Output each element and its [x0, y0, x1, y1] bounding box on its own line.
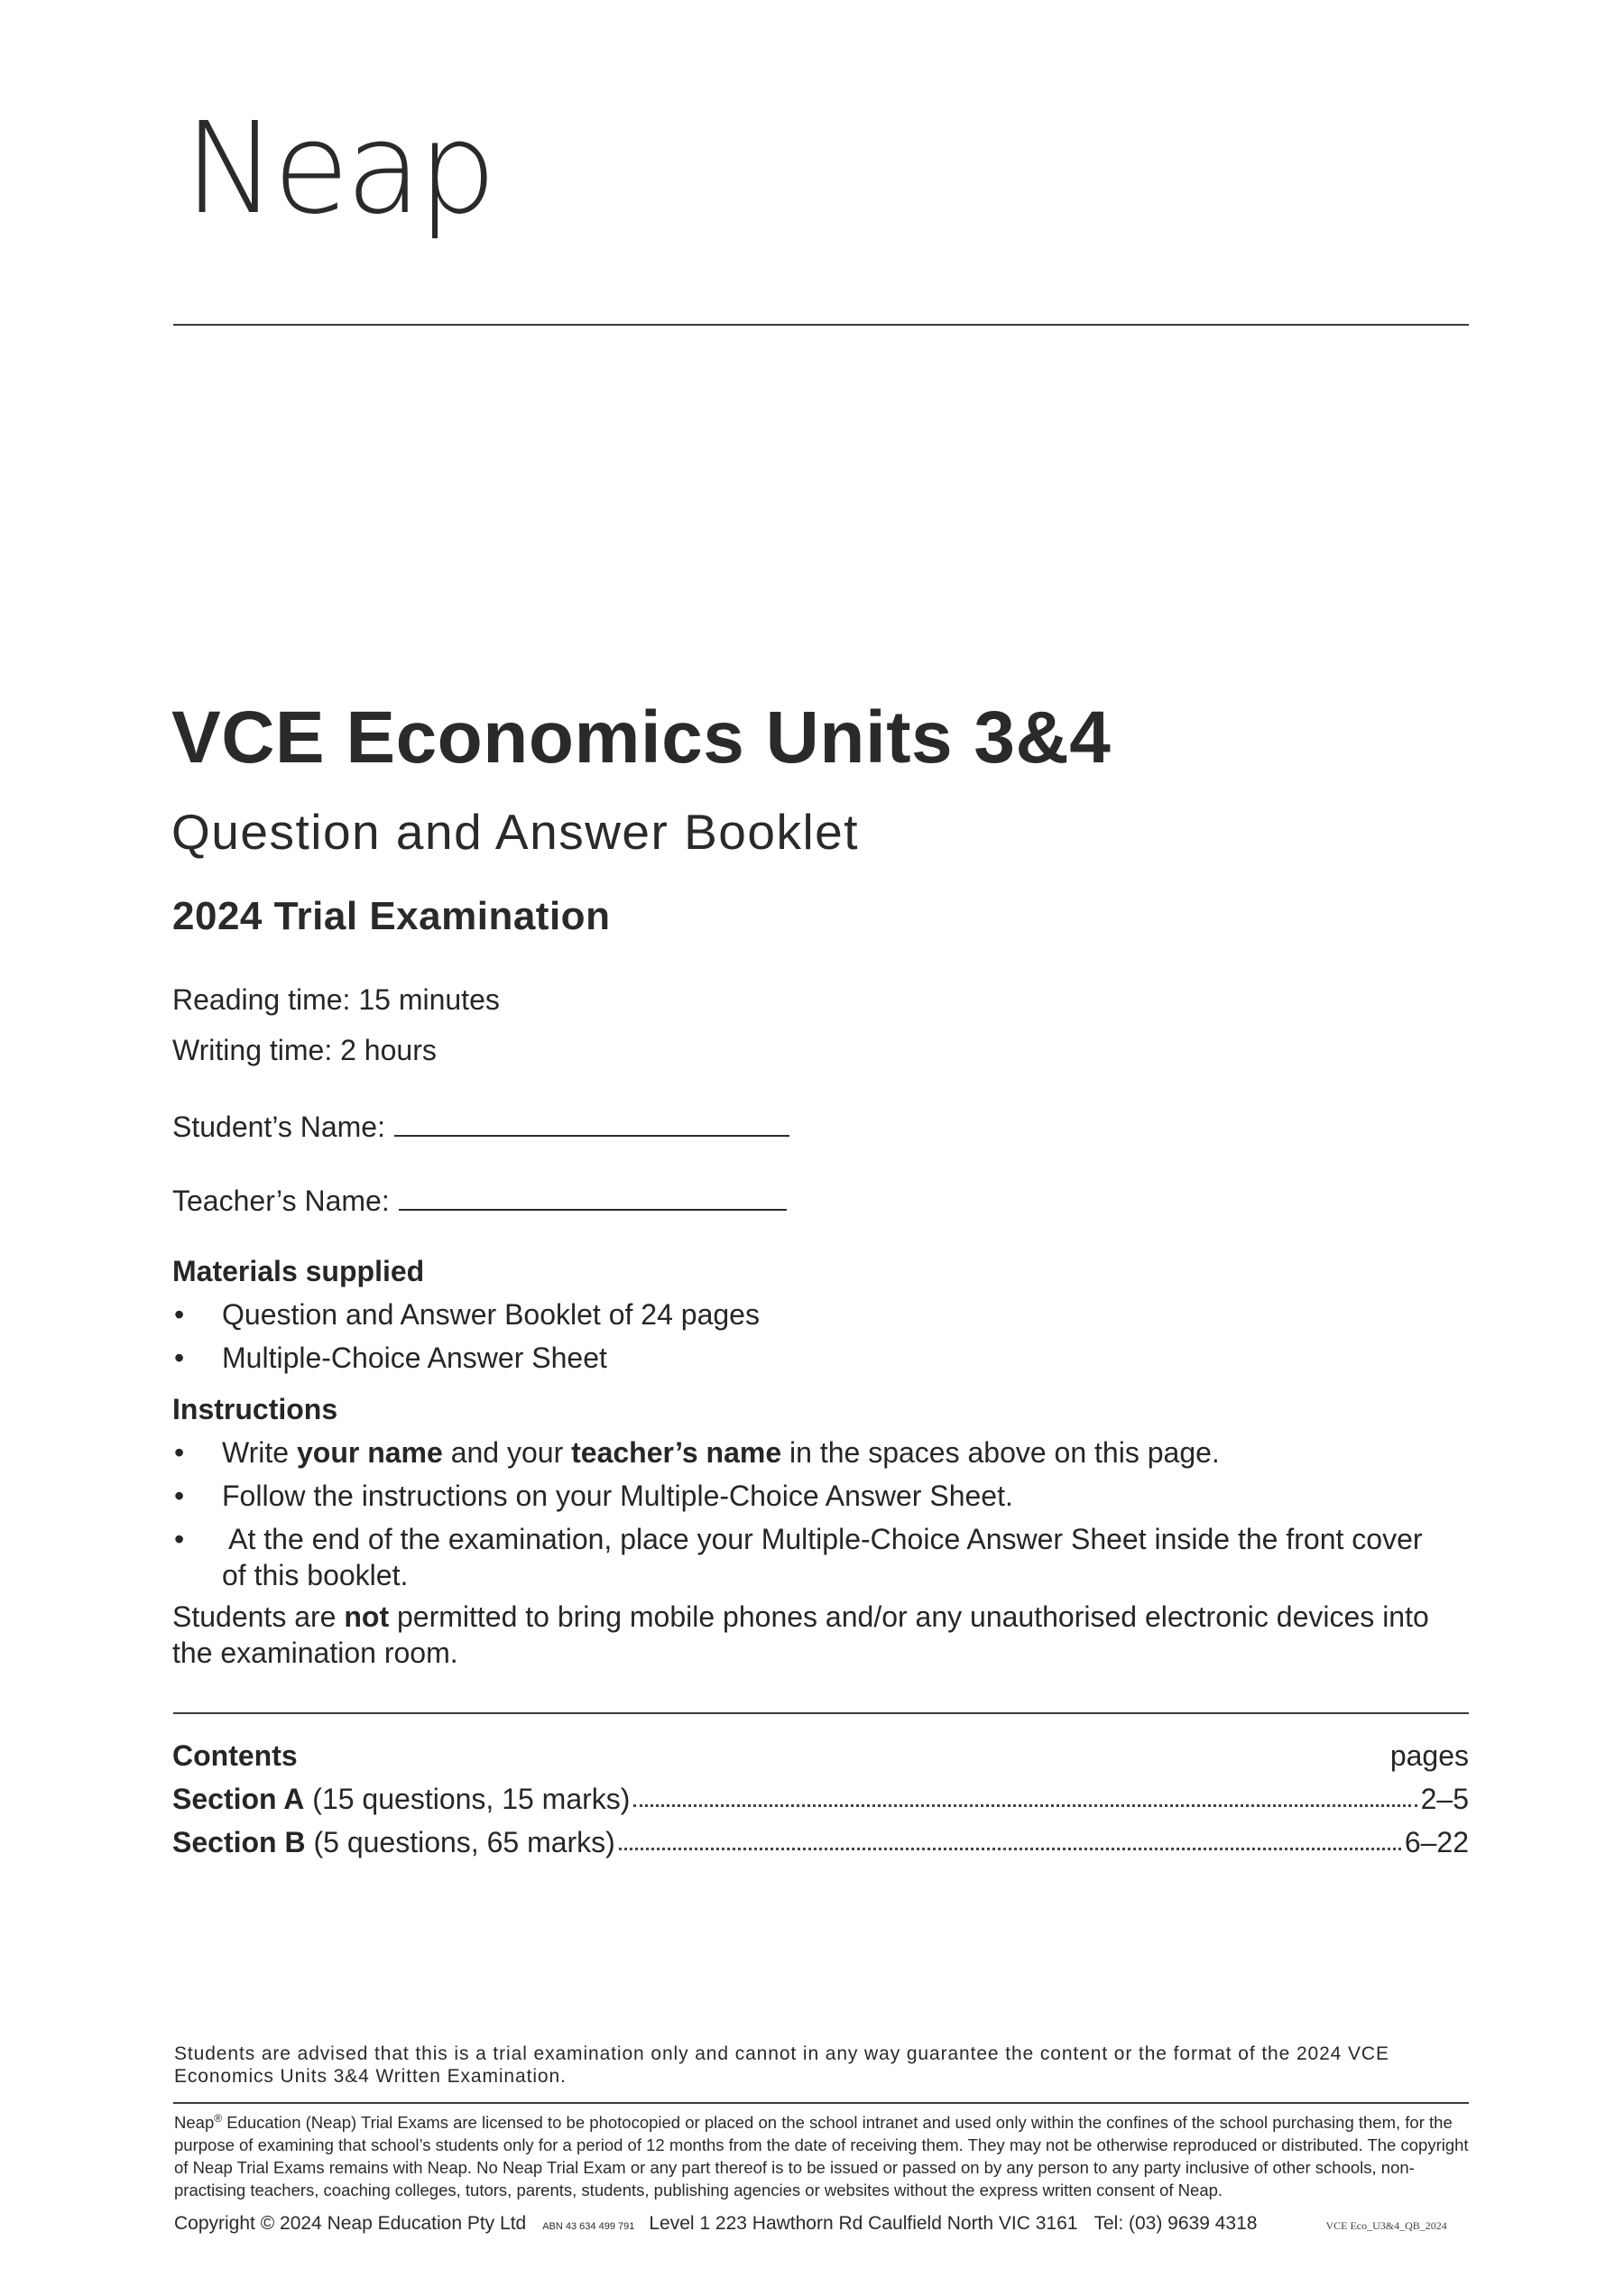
contents-row-section-a	[172, 1777, 1469, 1821]
student-name-label: Student’s Name:	[172, 1111, 385, 1143]
warning-text-post: permitted to bring mobile phones and/or any unauthorised electronic devices into the examination room.	[172, 1600, 1429, 1669]
materials-list	[172, 1296, 1472, 1383]
reading-time: Reading time: 15 minutes	[172, 983, 500, 1016]
instruction-text: Follow the instructions on your Multiple-Choice Answer Sheet.	[222, 1480, 1013, 1512]
contents-row-section-b	[172, 1821, 1469, 1864]
list-item	[172, 1478, 1472, 1514]
instruction-emphasis: teacher’s name	[571, 1436, 782, 1469]
teacher-name-label: Teacher’s Name:	[172, 1185, 390, 1217]
material-item-text: Question and Answer Booklet of 24 pages	[222, 1298, 760, 1331]
warning-text-pre: Students are	[172, 1600, 345, 1633]
writing-time: Writing time: 2 hours	[172, 1034, 437, 1066]
materials-heading: Materials supplied	[172, 1255, 425, 1287]
contents-header	[172, 1734, 1469, 1777]
licence-text: Education (Neap) Trial Exams are licensed to be photocopied or placed on the school intranet and used only within the confines of the school purchasing them, for the purpose of examining that school’s students only for a period of 12 months from the date of receiving them. They may not be otherwise reproduced or distributed. The copyright of Neap Trial Exams remains with Neap. No Neap Trial Exam or any part thereof is to be issued or passed on by any person to any party inclusive of other schools, non-practising teachers, coaching colleges, tutors, parents, students, publishing agencies or websites without the express written consent of Neap.	[174, 2113, 1469, 2199]
instruction-text: At the end of the examination, place your Multiple-Choice Answer Sheet inside the front cover	[222, 1523, 1423, 1555]
trial-advice-notice: Students are advised that this is a trial examination only and cannot in any way guarantee the content or the format of the 2024 VCE Economics Units 3&4 Written Examination.	[174, 2043, 1389, 2087]
copyright-text: Copyright © 2024 Neap Education Pty Ltd	[174, 2213, 527, 2234]
document-title: VCE Economics Units 3&4	[171, 696, 1112, 779]
header-divider	[173, 324, 1469, 326]
list-item	[172, 1296, 1472, 1332]
student-name-row	[172, 1108, 789, 1145]
neap-logo: Neap	[184, 96, 494, 243]
registered-mark-icon: ®	[214, 2111, 223, 2125]
abn-number: ABN 43 634 499 791	[542, 2221, 635, 2232]
student-name-field[interactable]	[394, 1108, 789, 1137]
bullet-icon: •	[174, 1342, 185, 1374]
footer-divider	[173, 2102, 1469, 2104]
section-detail: (5 questions, 65 marks)	[305, 1826, 615, 1858]
bullet-icon: •	[174, 1436, 185, 1469]
copyright-row	[174, 2212, 1473, 2238]
pages-label: pages	[1389, 1739, 1469, 1772]
instruction-text-mid: and your	[442, 1436, 572, 1469]
table-of-contents	[172, 1734, 1469, 1864]
instruction-text-post: in the spaces above on this page.	[781, 1436, 1220, 1469]
teacher-name-row	[172, 1182, 787, 1219]
list-item	[172, 1434, 1472, 1471]
bullet-icon: •	[174, 1523, 185, 1555]
warning-emphasis: not	[344, 1600, 390, 1633]
section-name: Section B	[172, 1826, 306, 1858]
dot-leader	[633, 1786, 1416, 1807]
instruction-text-continued: of this booklet.	[222, 1559, 409, 1591]
section-name: Section A	[172, 1783, 305, 1815]
instruction-emphasis: your name	[296, 1436, 443, 1469]
licence-brand: Neap	[174, 2113, 215, 2132]
licence-notice	[174, 2111, 1473, 2201]
contents-heading: Contents	[172, 1739, 298, 1772]
section-pages: 2–5	[1420, 1783, 1469, 1815]
bullet-icon: •	[174, 1480, 185, 1512]
instructions-heading: Instructions	[172, 1393, 338, 1425]
instruction-text-pre: Write	[222, 1436, 297, 1469]
document-subtitle: Question and Answer Booklet	[171, 804, 860, 860]
list-item	[172, 1521, 1472, 1593]
material-item-text: Multiple-Choice Answer Sheet	[222, 1342, 607, 1374]
teacher-name-field[interactable]	[399, 1182, 787, 1211]
section-detail: (15 questions, 15 marks)	[304, 1783, 631, 1815]
telephone: Tel: (03) 9639 4318	[1093, 2213, 1258, 2234]
section-pages: 6–22	[1404, 1826, 1469, 1858]
list-item	[172, 1340, 1472, 1376]
contents-divider	[173, 1712, 1469, 1714]
company-address: Level 1 223 Hawthorn Rd Caulfield North VIC 3161	[649, 2213, 1078, 2234]
dot-leader	[619, 1830, 1401, 1850]
instructions-list	[172, 1434, 1472, 1593]
document-code: VCE Eco_U3&4_QB_2024	[1325, 2219, 1447, 2232]
device-warning	[172, 1599, 1453, 1671]
bullet-icon: •	[174, 1298, 185, 1331]
exam-label: 2024 Trial Examination	[172, 894, 611, 938]
